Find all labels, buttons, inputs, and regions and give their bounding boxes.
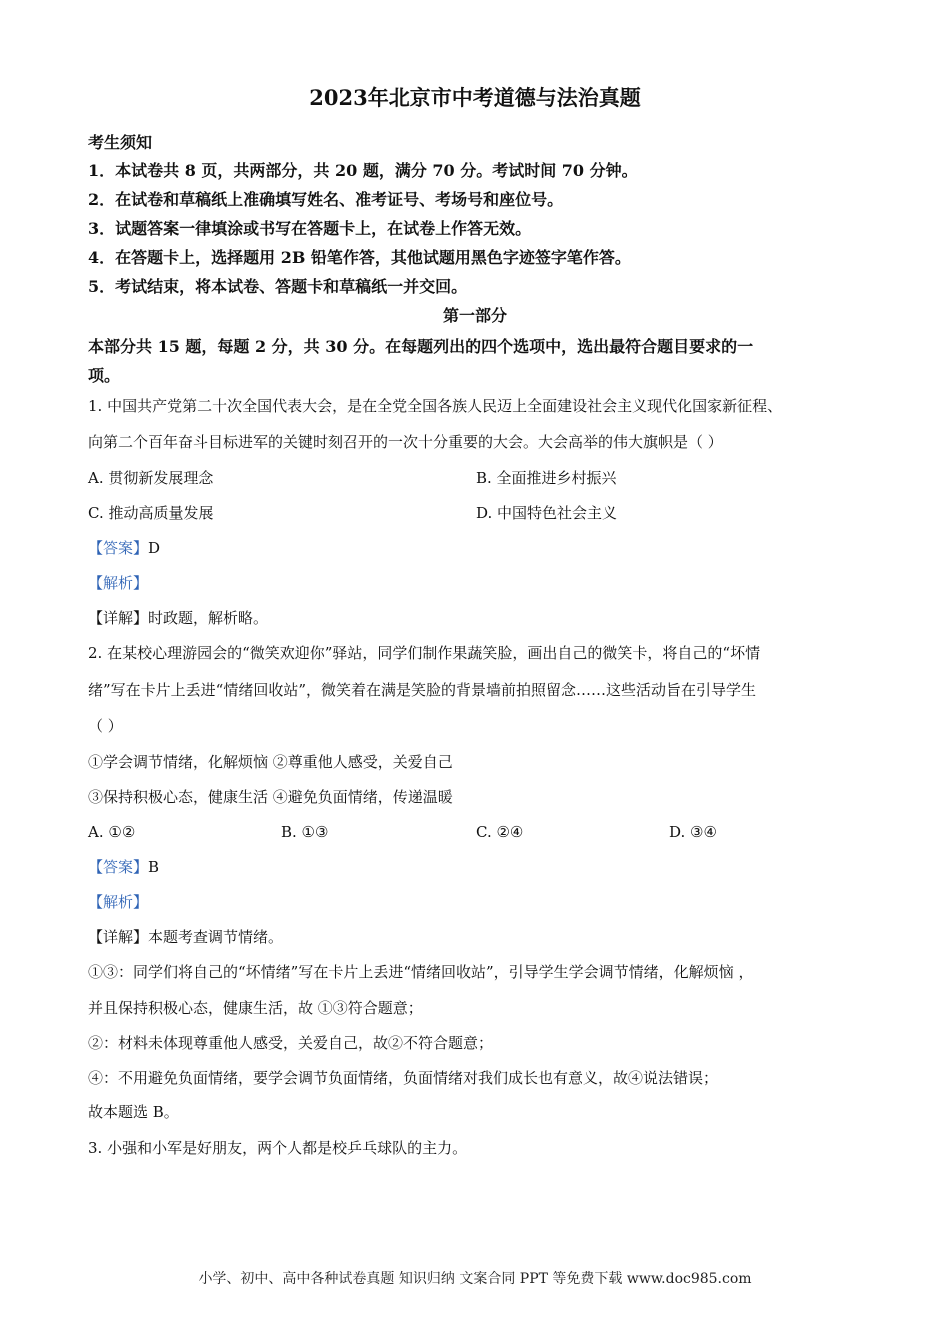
q2-option-c: C. ②④ [476, 823, 524, 841]
q2-explanation: ①③：同学们将自己的“坏情绪”写在卡片上丢进“情绪回收站”，引导学生学会调节情绪，化解烦恼 ， [88, 963, 754, 981]
q1-option-b: B. 全面推进乡村振兴 [476, 469, 617, 487]
q1-analysis-tag: 【解析】 [88, 574, 149, 592]
q1-option-a: A. 贯彻新发展理念 [88, 469, 214, 487]
q2-answer [88, 857, 159, 877]
notice-item: 4．在答题卡上，选择题用 2B 铅笔作答，其他试题用黑色字迹签字笔作答。 [88, 248, 631, 267]
detail-text: 时政题，解析略。 [148, 609, 269, 627]
detail-tag: 【详解】 [88, 928, 149, 946]
q2-option-b: B. ①③ [281, 823, 329, 841]
q2-detail [88, 927, 283, 947]
page-title: 2023年北京市中考道德与法治真题 [309, 85, 641, 110]
notice-item: 3．试题答案一律填涂或书写在答题卡上，在试卷上作答无效。 [88, 219, 532, 238]
q2-option-d: D. ③④ [669, 823, 717, 841]
notice-item: 5．考试结束，将本试卷、答题卡和草稿纸一并交回。 [88, 277, 468, 296]
q2-explanation: ②：材料未体现尊重他人感受，关爱自己，故②不符合题意； [88, 1034, 494, 1052]
q2-explanation: ④：不用避免负面情绪，要学会调节负面情绪，负面情绪对我们成长也有意义，故④说法错误； [88, 1069, 719, 1087]
answer-tag: 【答案】 [88, 539, 149, 557]
detail-text: 本题考查调节情绪。 [148, 928, 284, 946]
q2-stem: 2. 在某校心理游园会的“微笑欢迎你”驿站，同学们制作果蔬笑脸，画出自己的微笑卡，将自己的“坏情 [88, 644, 761, 662]
q1-stem: 1. 中国共产党第二十次全国代表大会，是在全党全国各族人民迈上全面建设社会主义现代化国家新征程、 [88, 397, 783, 415]
q3-stem: 3. 小强和小军是好朋友，两个人都是校乒乓球队的主力。 [88, 1139, 468, 1157]
q2-statements: ①学会调节情绪，化解烦恼 ②尊重他人感受，关爱自己 [88, 753, 453, 771]
answer-tag: 【答案】 [88, 858, 149, 876]
q1-answer [88, 538, 160, 558]
answer-value: D [148, 539, 161, 557]
detail-tag: 【详解】 [88, 609, 149, 627]
q1-option-c: C. 推动高质量发展 [88, 504, 214, 522]
answer-value: B [148, 858, 160, 876]
q2-explanation: 并且保持积极心态，健康生活，故 ①③符合题意； [88, 999, 423, 1017]
q2-stem-cont: 绪”写在卡片上丢进“情绪回收站”，微笑着在满是笑脸的背景墙前拍照留念……这些活动旨在引导学生 [88, 681, 757, 699]
q2-statements-cont: ③保持积极心态，健康生活 ④避免负面情绪，传递温暖 [88, 788, 453, 806]
part-heading: 第一部分 [442, 306, 507, 325]
q2-option-a: A. ①② [88, 823, 136, 841]
q1-stem-cont: 向第二个百年奋斗目标进军的关键时刻召开的一次十分重要的大会。大会高举的伟大旗帜是（ ） [88, 433, 723, 451]
q2-conclusion: 故本题选 B。 [88, 1103, 179, 1121]
part-instruction-cont: 项。 [88, 366, 121, 385]
page-footer: 小学、初中、高中各种试卷真题 知识归纳 文案合同 PPT 等免费下载 www.doc985.com [198, 1271, 752, 1287]
part-instruction: 本部分共 15 题，每题 2 分，共 30 分。在每题列出的四个选项中，选出最符合题目要求的一 [88, 337, 754, 356]
notice-item: 2．在试卷和草稿纸上准确填写姓名、准考证号、考场号和座位号。 [88, 190, 564, 209]
notice-heading: 考生须知 [88, 133, 153, 152]
notice-item: 1．本试卷共 8 页，共两部分，共 20 题，满分 70 分。考试时间 70 分钟。 [88, 161, 638, 180]
q1-detail [88, 608, 268, 628]
q1-option-d: D. 中国特色社会主义 [476, 504, 618, 522]
q2-analysis-tag: 【解析】 [88, 893, 149, 911]
q2-stem-blank: （ ） [88, 717, 123, 735]
